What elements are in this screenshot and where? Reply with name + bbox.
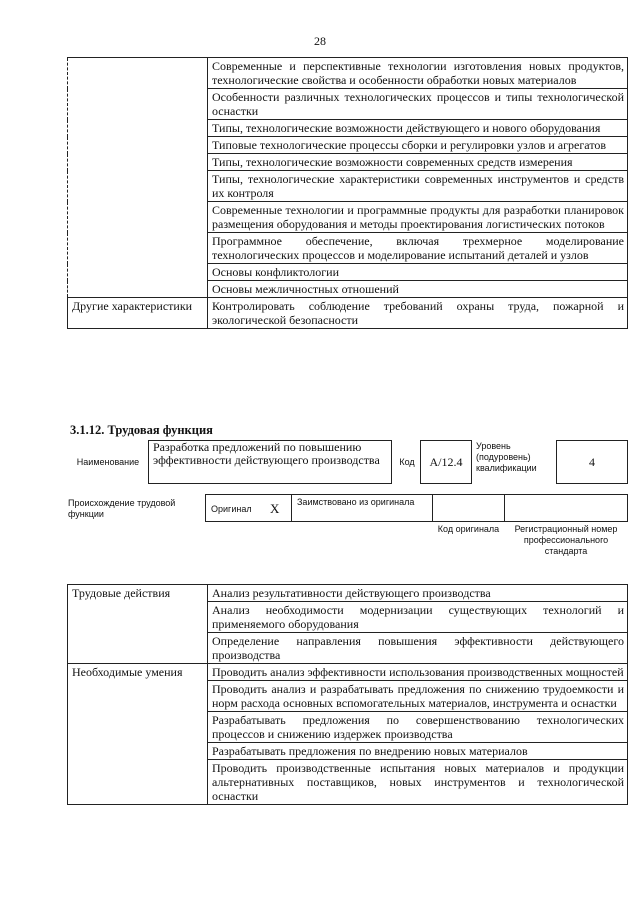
table-cell: Определение направления повышения эффективности действующего производства: [208, 633, 628, 664]
borrowed-label: Заимствовано из оригинала: [297, 497, 415, 507]
table-cell: Основы конфликтологии: [208, 264, 628, 281]
table-row: [68, 664, 628, 681]
group-label: Необходимые умения: [68, 664, 208, 805]
code-label: Код: [399, 456, 415, 467]
table-cell: Типы, технологические возможности действующего и нового оборудования: [208, 120, 628, 137]
table-cell: Проводить анализ эффективности использования производственных мощностей: [208, 664, 628, 681]
row-label: Другие характеристики: [68, 298, 208, 329]
group-label: Трудовые действия: [68, 585, 208, 664]
code-original-cell: [432, 494, 505, 522]
original-mark: X: [270, 501, 280, 516]
original-cell: [205, 494, 292, 522]
reg-number-label: Регистрационный номер профессионального стандарта: [514, 524, 618, 556]
row-label-empty: [68, 58, 208, 298]
section-title: 3.1.12. Трудовая функция: [70, 423, 213, 437]
origin-label: Происхождение трудовой функции: [68, 498, 176, 519]
name-label: Наименование: [76, 456, 140, 467]
table-cell: Основы межличностных отношений: [208, 281, 628, 298]
table-cell: Типы, технологические характеристики современных инструментов и средств их контроля: [208, 171, 628, 202]
table-row: [68, 298, 628, 329]
knowledge-table: [67, 57, 628, 329]
name-value: Разработка предложений по повышению эффективности действующего производства: [148, 440, 392, 484]
code-value: A/12.4: [420, 440, 472, 484]
table-cell: Анализ результативности действующего производства: [208, 585, 628, 602]
table-cell: Программное обеспечение, включая трехмерное моделирование технологических процессов и моделирование испытаний деталей и узлов: [208, 233, 628, 264]
table-row: [68, 58, 628, 89]
table-cell: Типы, технологические возможности современных средств измерения: [208, 154, 628, 171]
table-cell: Проводить производственные испытания новых материалов и продукции альтернативных поставщиков, новых инструментов и технологической оснастки: [208, 760, 628, 805]
code-original-label: Код оригинала: [437, 524, 500, 534]
reg-number-cell: [504, 494, 628, 522]
labor-actions-table: [67, 584, 628, 805]
table-cell: Особенности различных технологических процессов и типы технологической оснастки: [208, 89, 628, 120]
borrowed-cell: [291, 494, 433, 522]
level-value: 4: [556, 440, 628, 484]
table-cell: Разрабатывать предложения по совершенствованию технологических процессов и снижению издержек производства: [208, 712, 628, 743]
table-cell: Контролировать соблюдение требований охраны труда, пожарной и экологической безопасности: [208, 298, 628, 329]
table-cell: Анализ необходимости модернизации существующих технологий и применяемого оборудования: [208, 602, 628, 633]
table-cell: Разрабатывать предложения по внедрению новых материалов: [208, 743, 628, 760]
table-cell: Современные технологии и программные продукты для разработки планировок размещения оборудования и методы проектирования логистических потоков: [208, 202, 628, 233]
table-row: [68, 585, 628, 602]
original-label: Оригинал: [211, 504, 252, 514]
table-cell: Типовые технологические процессы сборки и регулировки узлов и агрегатов: [208, 137, 628, 154]
page-number: 28: [314, 34, 326, 48]
table-cell: Современные и перспективные технологии изготовления новых продуктов, технологические свойства и особенности обработки новых материалов: [208, 58, 628, 89]
table-cell: Проводить анализ и разрабатывать предложения по снижению трудоемкости и норм расхода основных вспомогательных материалов, инструмента и оснастки: [208, 681, 628, 712]
level-label: Уровень (подуровень) квалификации: [476, 441, 537, 473]
